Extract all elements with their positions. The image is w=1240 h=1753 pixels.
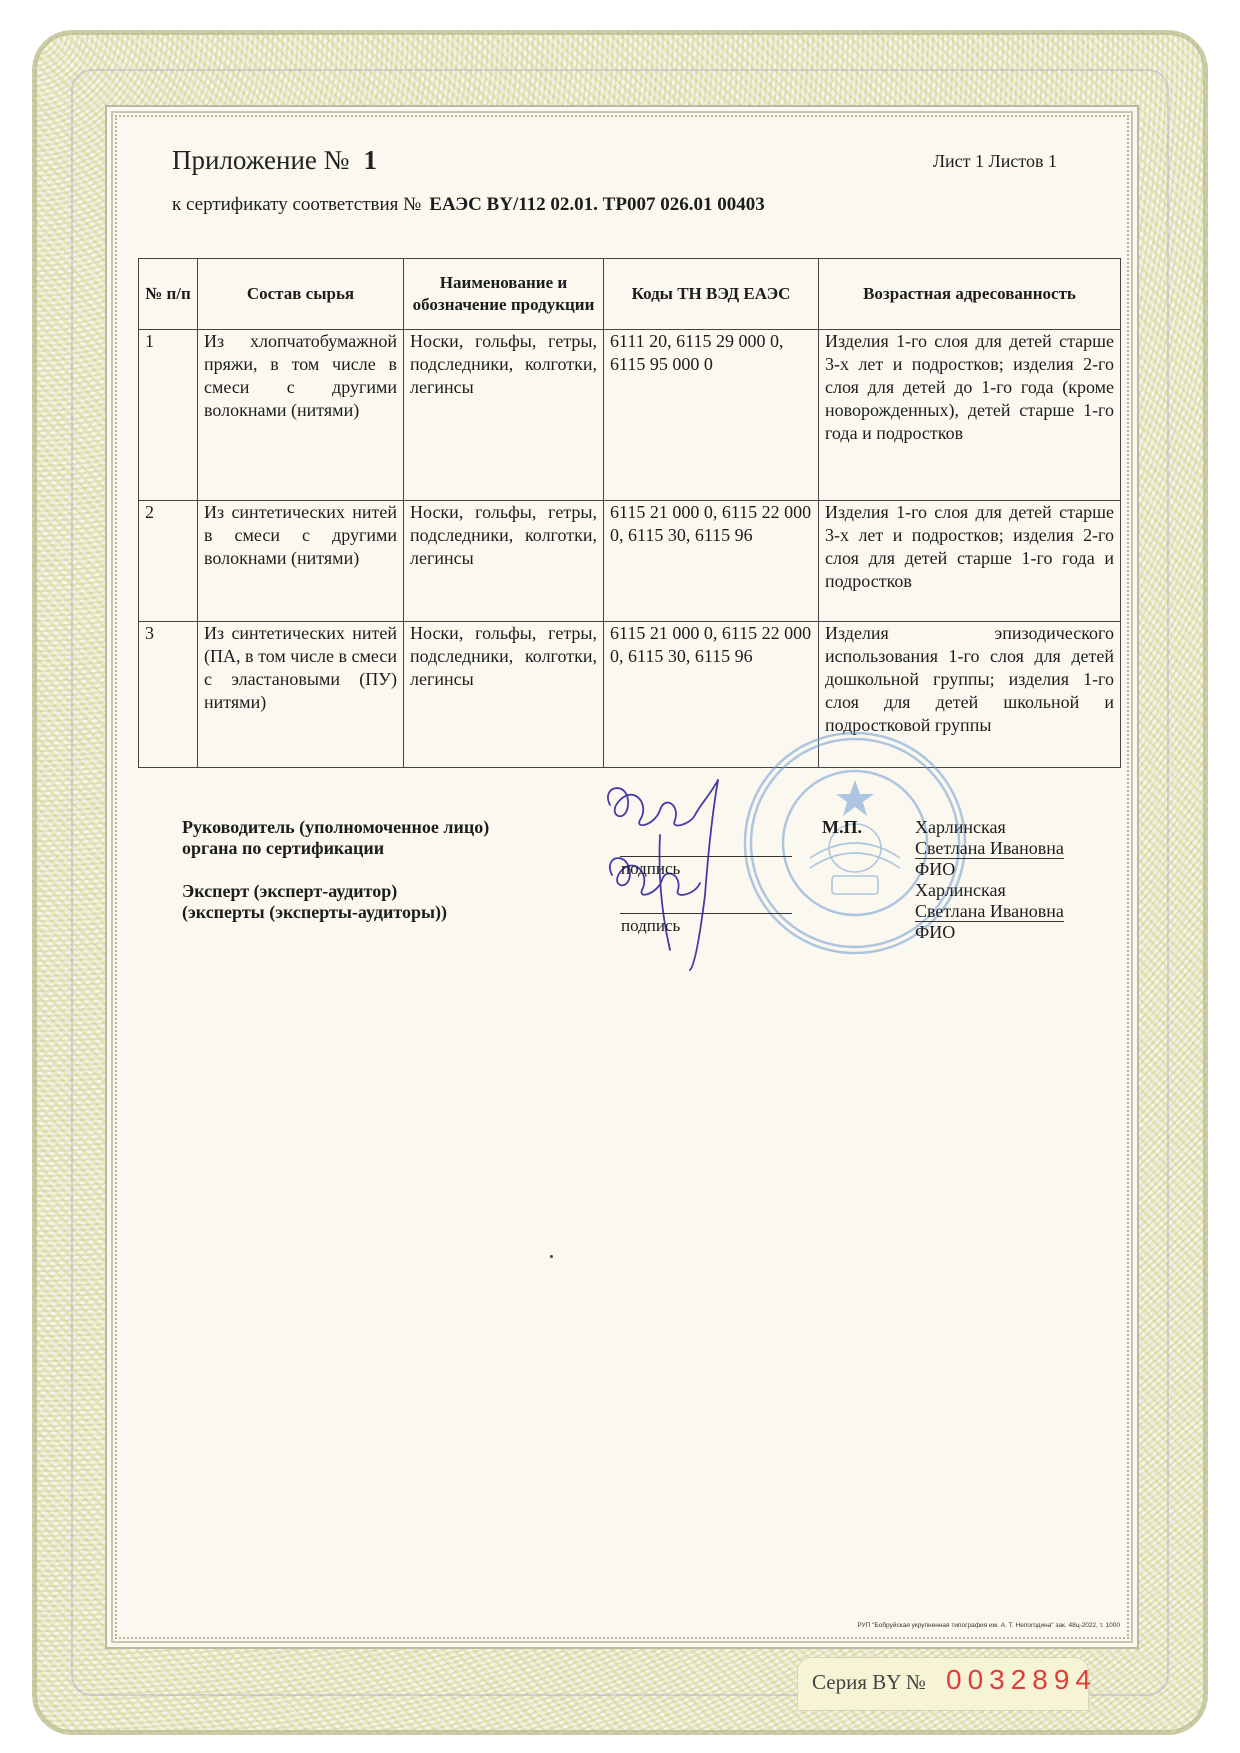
head-label: Руководитель (уполномоченное лицо) bbox=[182, 817, 490, 837]
cell-product: Носки, гольфы, гетры, подследники, колготки, легинсы bbox=[404, 501, 604, 622]
series-number: 0032894 bbox=[946, 1664, 1098, 1695]
cell-age: Изделия 1-го слоя для детей старше 3-х лет и подростков; изделия 2-го слоя для детей старше 1-го года и подростков bbox=[819, 501, 1121, 622]
header-composition: Состав сырья bbox=[198, 259, 404, 330]
cell-composition: Из синтетических нитей (ПА, в том числе в смеси с эластановыми (ПУ) нитями) bbox=[198, 622, 404, 768]
seal-placeholder-label: М.П. bbox=[822, 817, 862, 837]
header-age: Возрастная адресованность bbox=[819, 259, 1121, 330]
cell-number: 3 bbox=[139, 622, 198, 768]
speck bbox=[550, 1255, 553, 1258]
table-row bbox=[139, 622, 1121, 768]
signature-caption: подпись bbox=[621, 859, 681, 878]
certificate-reference bbox=[172, 194, 765, 216]
header-product: Наименование и обозначение продукции bbox=[404, 259, 604, 330]
expert-label-line2: (эксперты (эксперты-аудиторы)) bbox=[182, 902, 448, 922]
cell-age: Изделия 1-го слоя для детей старше 3-х лет и подростков; изделия 2-го слоя для детей до 1-го года (кроме новорожденных), детей старше 1-го года и подростков bbox=[819, 330, 1121, 501]
head-given-names: Светлана Ивановна bbox=[915, 838, 1064, 858]
head-surname: Харлинская bbox=[915, 817, 1006, 837]
series-label: Серия BY № bbox=[812, 1670, 926, 1694]
printer-imprint: РУП "Бобруйская укрупненная типография им. А. Т. Непогодина" зак. 48ц-2022, т. 1000 bbox=[857, 1622, 1120, 1629]
cell-composition: Из хлопчатобумажной пряжи, в том числе в смеси с другими волокнами (нитями) bbox=[198, 330, 404, 501]
expert-surname: Харлинская bbox=[915, 880, 1006, 900]
fio-caption: ФИО bbox=[915, 859, 956, 879]
signature-line bbox=[620, 913, 792, 914]
fio-caption: ФИО bbox=[915, 922, 956, 942]
appendix-title bbox=[172, 145, 377, 176]
cell-number: 2 bbox=[139, 501, 198, 622]
signature-caption: подпись bbox=[621, 916, 681, 935]
signature-line bbox=[620, 856, 792, 857]
cell-codes: 6115 21 000 0, 6115 22 000 0, 6115 30, 6115 96 bbox=[604, 501, 819, 622]
header-number: № п/п bbox=[139, 259, 198, 330]
appendix-title-prefix: Приложение № bbox=[172, 145, 350, 175]
head-name-block bbox=[915, 817, 1064, 880]
cell-composition: Из синтетических нитей в смеси с другими волокнами (нитями) bbox=[198, 501, 404, 622]
expert-given-names: Светлана Ивановна bbox=[915, 901, 1064, 921]
table-row bbox=[139, 330, 1121, 501]
certificate-reference-prefix: к сертификату соответствия № bbox=[172, 194, 422, 215]
cell-product: Носки, гольфы, гетры, подследники, колготки, легинсы bbox=[404, 330, 604, 501]
expert-label: Эксперт (эксперт-аудитор) bbox=[182, 881, 398, 901]
cell-product: Носки, гольфы, гетры, подследники, колготки, легинсы bbox=[404, 622, 604, 768]
signatory-labels bbox=[182, 817, 489, 923]
cell-codes: 6115 21 000 0, 6115 22 000 0, 6115 30, 6115 96 bbox=[604, 622, 819, 768]
expert-name-block bbox=[915, 880, 1064, 943]
header-codes: Коды ТН ВЭД ЕАЭС bbox=[604, 259, 819, 330]
products-table bbox=[138, 258, 1121, 768]
table-header-row bbox=[139, 259, 1121, 330]
certificate-number: ЕАЭС BY/112 02.01. ТР007 026.01 00403 bbox=[429, 194, 765, 215]
cell-age: Изделия эпизодического использования 1-го слоя для детей дошкольной группы; изделия 1-го слоя для детей школьной и подростковой группы bbox=[819, 622, 1121, 768]
table-row bbox=[139, 501, 1121, 622]
head-label-line2: органа по сертификации bbox=[182, 838, 385, 858]
cell-number: 1 bbox=[139, 330, 198, 501]
cell-codes: 6111 20, 6115 29 000 0, 6115 95 000 0 bbox=[604, 330, 819, 501]
appendix-number: 1 bbox=[363, 145, 377, 175]
sheet-info: Лист 1 Листов 1 bbox=[932, 151, 1057, 171]
